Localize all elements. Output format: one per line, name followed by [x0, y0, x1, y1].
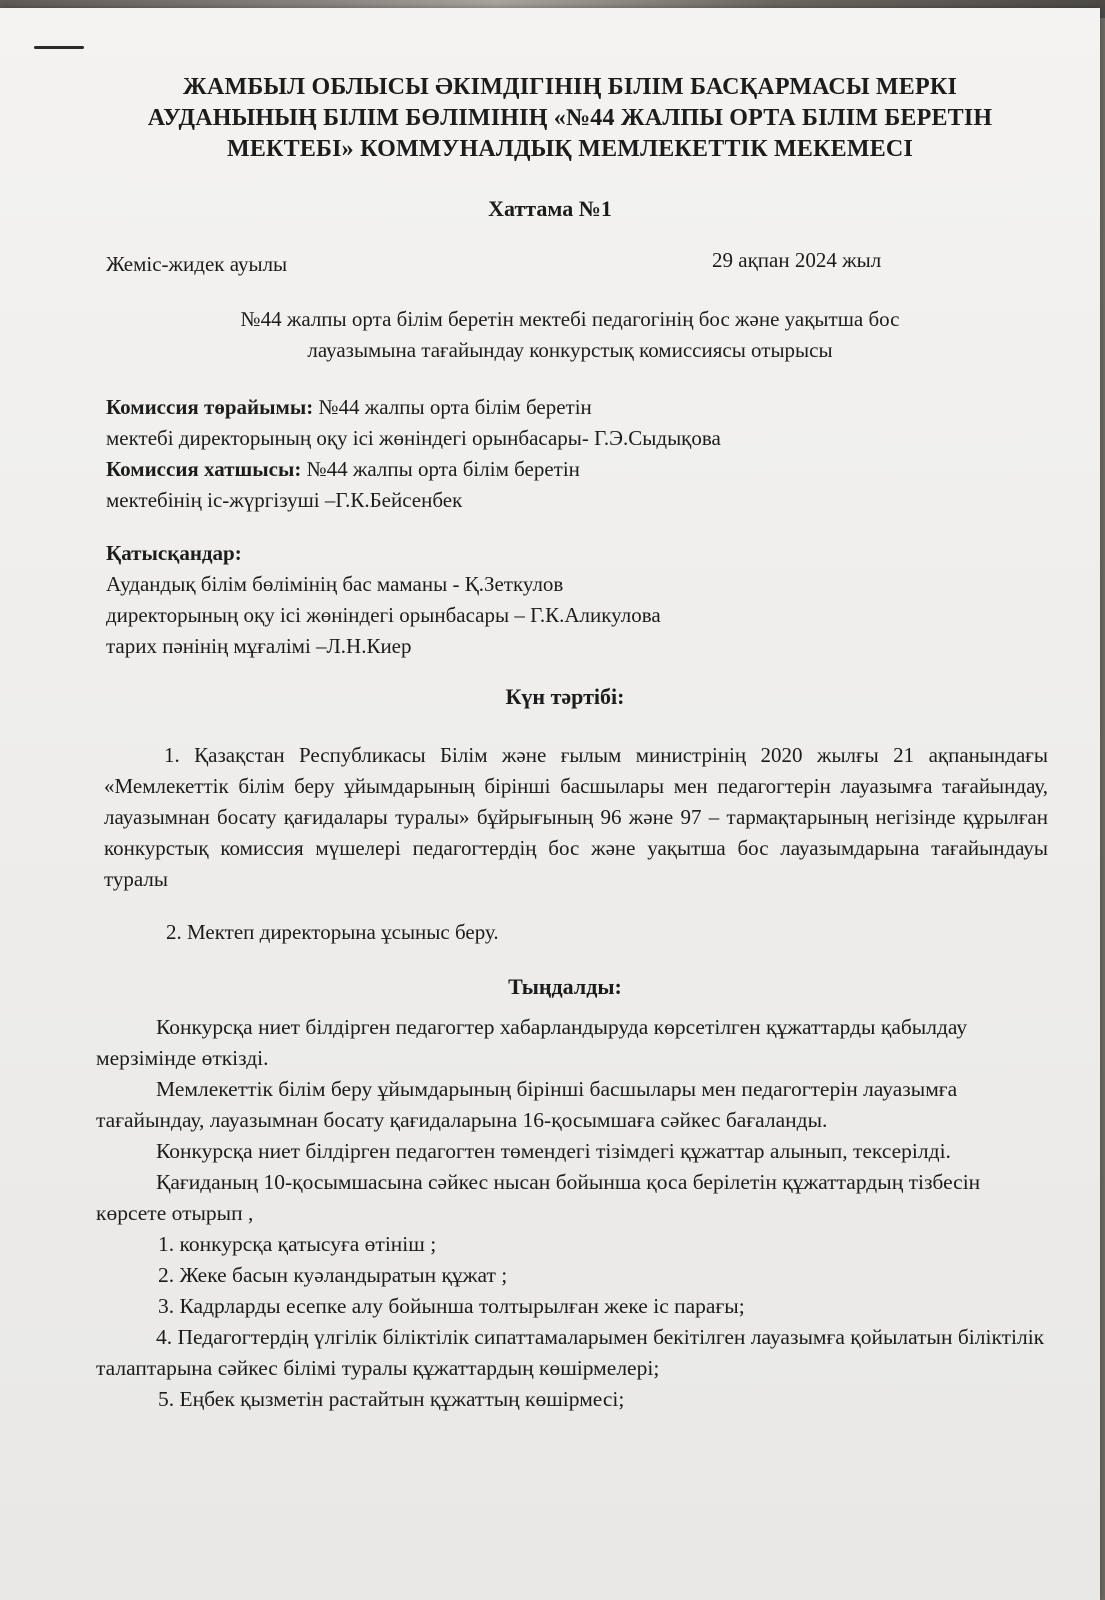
document-list-item-5: 5. Еңбек қызметін растайтын құжаттың көшірмесі;: [158, 1387, 625, 1411]
heard-paragraph-2: [96, 1074, 1051, 1136]
agenda-item-2: 2. Мектеп директорына ұсыныс беру.: [166, 920, 499, 944]
commission-block: [106, 392, 1066, 516]
chair-label: Комиссия төрайымы:: [106, 395, 314, 419]
organization-heading: [100, 72, 1040, 165]
chair-line-1: [106, 392, 1066, 423]
agenda-item-1: [104, 740, 1048, 895]
heard-paragraph-1: [96, 1012, 1051, 1074]
secretary-line-1: [106, 454, 1066, 485]
document-list-item-3: 3. Кадрларды есепке алу бойынша толтырылған жеке іс парағы;: [158, 1294, 745, 1318]
protocol-title: Хаттама №1: [488, 196, 612, 221]
heard-paragraph-4-text: Қағиданың 10-қосымшасына сәйкес нысан бойынша қоса берілетін құжаттардың тізбесін көрсете отырып ,: [96, 1170, 981, 1225]
subject-line-1: №44 жалпы орта білім беретін мектебі педагогінің бос және уақытша бос: [240, 307, 900, 331]
participants-block: [106, 538, 1066, 662]
place-text: Жеміс-жидек ауылы: [106, 252, 288, 276]
secretary-label: Комиссия хатшысы:: [106, 457, 302, 481]
agenda-item-1-text: 1. Қазақстан Республикасы Білім және ғылым министрінің 2020 жылғы 21 ақпанындағы «Мемлекеттік білім беру ұйымдарының бірінші басшылары мен педагогтерін лауазымға тағайындау, лауазымнан босату қағидалары туралы» бұйрығының 96 және 97 – тармақтарының негізінде құрылған конкурстық комиссия мүшелері педагогтердің бос және уақытша бос лауазымдарына тағайындауы туралы: [104, 743, 1048, 891]
document-list-item-4-text: 4. Педагогтердің үлгілік біліктілік сипаттамаларымен бекітілген лауазымға қойылатын біліктілік талаптарына сәйкес білімі туралы құжаттардың көшірмелері;: [96, 1325, 1045, 1380]
heard-paragraph-3-text: Конкурсқа ниет білдірген педагогтен төмендегі тізімдегі құжаттар алынып, тексерілді.: [156, 1139, 951, 1163]
document-list-item-1: 1. конкурсқа қатысуға өтініш ;: [158, 1232, 437, 1256]
document-list-item-4: [96, 1322, 1051, 1384]
chair-text-1: №44 жалпы орта білім беретін: [313, 395, 592, 419]
document-page: [0, 8, 1100, 1600]
heard-body: [96, 1012, 1051, 1415]
date-text: 29 ақпан 2024 жыл: [712, 248, 882, 272]
meeting-subject: [150, 304, 990, 366]
subject-line-2: лауазымына тағайындау конкурстық комиссиясы отырысы: [307, 338, 833, 362]
participant-3: тарих пәнінің мұғалімі –Л.Н.Киер: [106, 634, 412, 658]
chair-line-2: мектебі директорының оқу ісі жөніндегі орынбасары- Г.Э.Сыдықова: [106, 426, 721, 450]
heard-paragraph-1-text: Конкурсқа ниет білдірген педагогтер хабарландыруда көрсетілген құжаттарды қабылдау мерзімінде өткізді.: [96, 1015, 968, 1070]
heard-paragraph-4: [96, 1167, 1051, 1229]
secretary-line-2: мектебінің іс-жүргізуші –Г.К.Бейсенбек: [106, 488, 463, 512]
document-list-item-2: 2. Жеке басын куәландыратын құжат ;: [158, 1263, 508, 1287]
participants-title: Қатысқандар:: [106, 541, 242, 565]
heard-paragraph-3: [96, 1136, 1051, 1167]
heading-line-3: МЕКТЕБІ» КОММУНАЛДЫҚ МЕМЛЕКЕТТІК МЕКЕМЕСІ: [226, 136, 913, 162]
pen-mark: [34, 46, 84, 49]
heard-paragraph-2-text: Мемлекеттік білім беру ұйымдарының бірінші басшылары мен педагогтерін лауазымға тағайындау, лауазымнан босату қағидаларына 16-қосымшаға сәйкес бағаланды.: [96, 1077, 958, 1132]
secretary-text-1: №44 жалпы орта білім беретін: [301, 457, 580, 481]
heading-line-1: ЖАМБЫЛ ОБЛЫСЫ ӘКІМДІГІНІҢ БІЛІМ БАСҚАРМАСЫ МЕРКІ: [183, 74, 957, 100]
heading-line-2: АУДАНЫНЫҢ БІЛІМ БӨЛІМІНІҢ «№44 ЖАЛПЫ ОРТА БІЛІМ БЕРЕТІН: [147, 105, 993, 131]
agenda-title: Күн тәртібі:: [505, 684, 625, 709]
participant-1: Аудандық білім бөлімінің бас маманы - Қ.Зеткулов: [106, 572, 564, 596]
heard-title: Тыңдалды:: [508, 974, 622, 999]
participant-2: директорының оқу ісі жөніндегі орынбасары – Г.К.Аликулова: [106, 603, 661, 627]
